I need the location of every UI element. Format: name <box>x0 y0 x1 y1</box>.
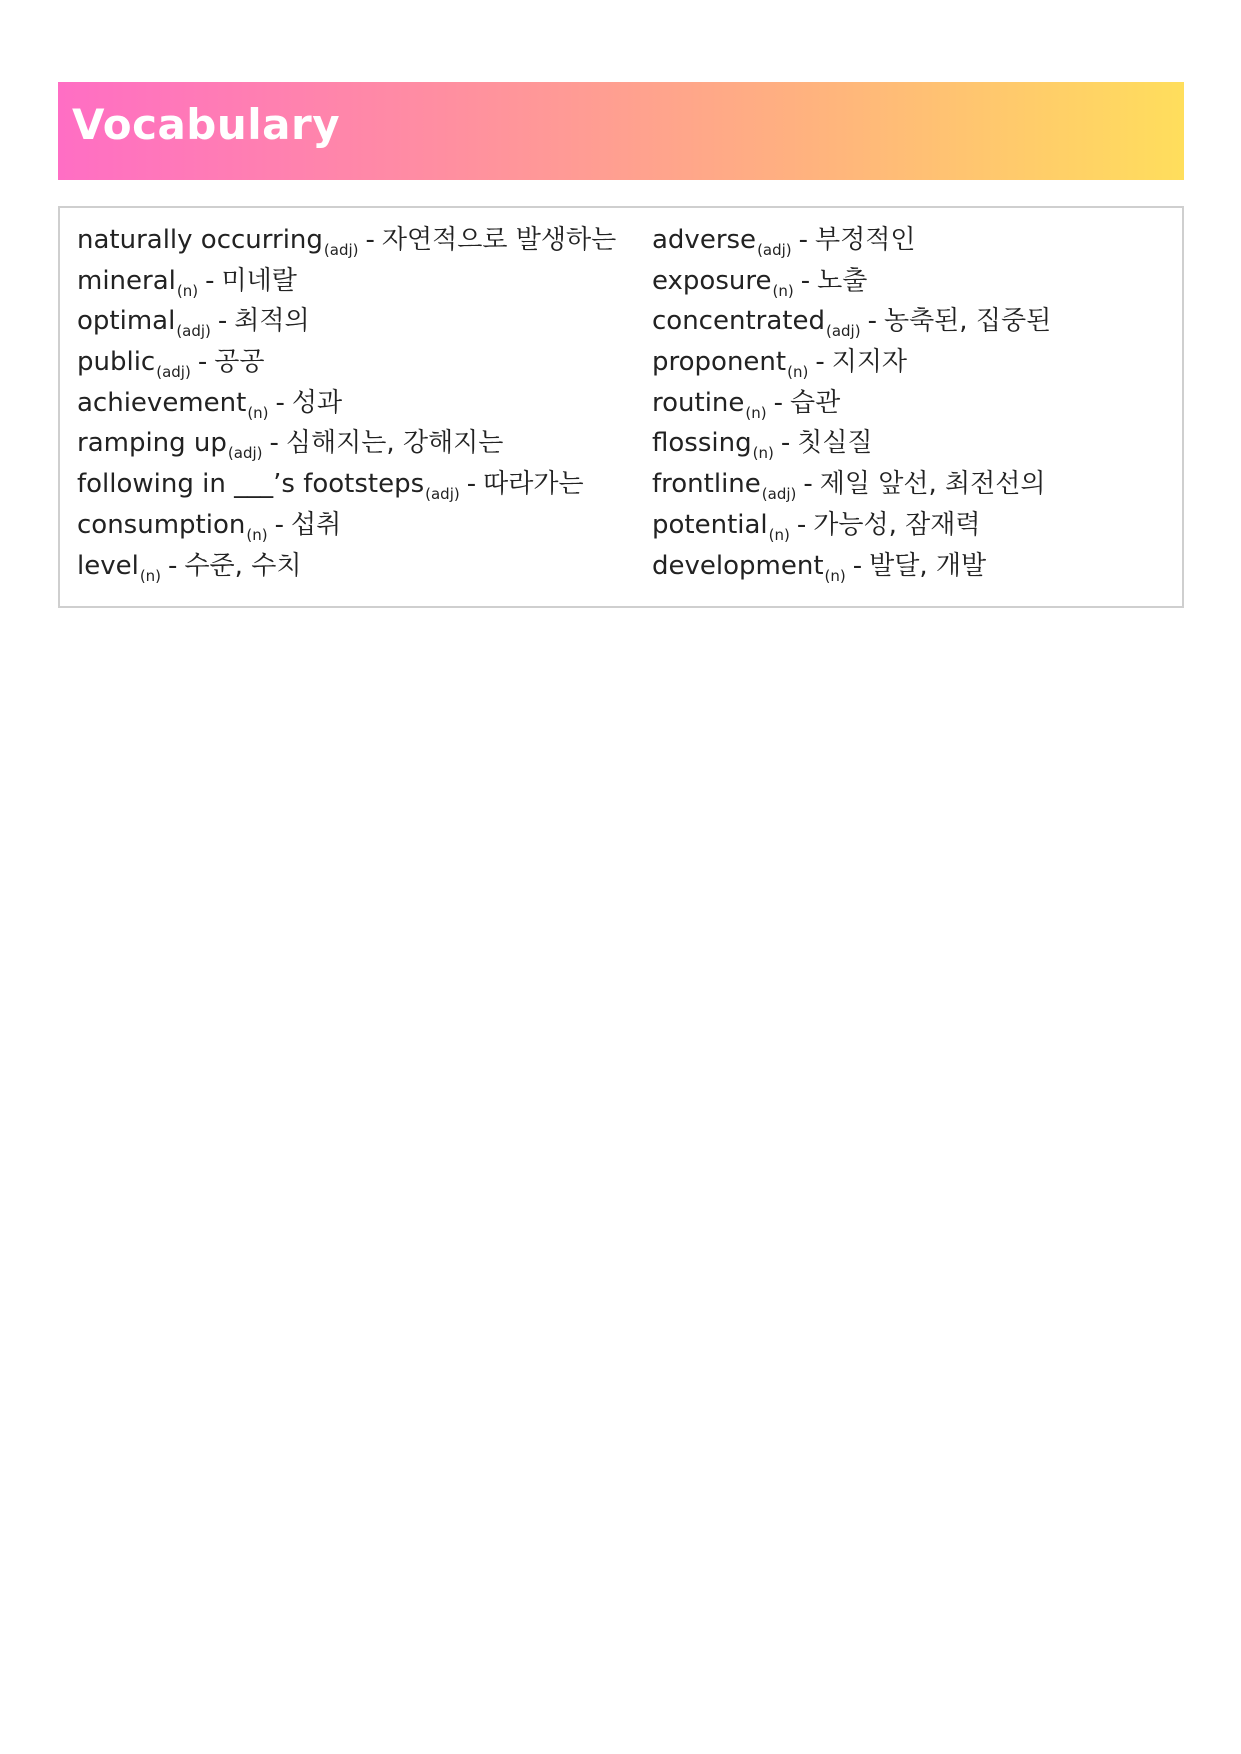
vocab-part-of-speech: (adj) <box>757 241 792 259</box>
vocab-separator: - <box>365 225 375 255</box>
vocab-separator: - <box>852 550 863 581</box>
vocab-separator: - <box>798 225 809 255</box>
vocab-meaning: 수준, 수치 <box>184 550 302 581</box>
vocab-part-of-speech: (n) <box>787 363 809 382</box>
vocab-part-of-speech: (n) <box>824 566 846 585</box>
vocab-meaning: 공공 <box>214 347 265 378</box>
vocab-term: flossing <box>652 428 752 459</box>
vocab-part-of-speech: (adj) <box>227 444 263 463</box>
vocab-item <box>652 546 1051 587</box>
vocab-meaning: 제일 앞선, 최전선의 <box>819 469 1046 500</box>
vocab-item <box>77 546 616 587</box>
vocab-meaning: 발달, 개발 <box>869 550 987 581</box>
vocab-part-of-speech: (adj) <box>425 485 460 504</box>
vocab-meaning: 심해지는, 강해지는 <box>285 428 504 459</box>
vocab-item <box>77 383 616 424</box>
vocab-separator: - <box>205 265 215 296</box>
vocab-separator: - <box>780 428 791 459</box>
vocab-item <box>77 342 616 383</box>
vocab-separator: - <box>217 306 228 337</box>
vocab-item <box>652 464 1051 505</box>
vocab-term: frontline <box>652 469 761 500</box>
vocab-term: level <box>77 550 139 581</box>
vocab-term: naturally occurring <box>77 225 323 255</box>
vocab-separator: - <box>800 265 811 296</box>
vocab-item <box>652 301 1051 342</box>
vocab-meaning: 칫실질 <box>797 428 873 459</box>
vocab-term: concentrated <box>652 306 825 337</box>
vocab-part-of-speech: (n) <box>246 525 268 544</box>
vocab-item <box>652 383 1051 424</box>
vocab-term: mineral <box>77 265 176 296</box>
vocab-part-of-speech: (n) <box>768 525 790 544</box>
vocab-term: consumption <box>77 509 246 540</box>
vocabulary-column-right <box>652 220 1051 586</box>
vocab-meaning: 농축된, 집중된 <box>883 306 1052 337</box>
vocab-term: achievement <box>77 387 247 418</box>
vocab-part-of-speech: (adj) <box>176 322 211 341</box>
vocab-item <box>652 342 1051 383</box>
vocabulary-box <box>58 206 1184 608</box>
vocab-item <box>77 261 616 302</box>
vocab-part-of-speech: (n) <box>772 281 794 300</box>
vocab-term: optimal <box>77 306 176 337</box>
page-title: Vocabulary <box>72 100 341 149</box>
vocab-term: public <box>77 347 156 378</box>
vocab-meaning: 부정적인 <box>815 225 916 255</box>
vocab-meaning: 노출 <box>817 265 868 296</box>
vocab-term: exposure <box>652 265 772 296</box>
vocab-meaning: 최적의 <box>234 306 310 337</box>
vocab-part-of-speech: (n) <box>752 444 774 463</box>
vocab-item <box>77 464 616 505</box>
vocab-part-of-speech: (adj) <box>156 363 191 382</box>
vocab-term: following in ___’s footsteps <box>77 469 425 500</box>
vocabulary-column-left <box>77 220 616 586</box>
vocab-part-of-speech: (n) <box>139 566 162 585</box>
vocab-item <box>77 423 616 464</box>
vocab-term: ramping up <box>77 428 227 459</box>
vocab-term: potential <box>652 509 768 540</box>
vocab-meaning: 습관 <box>790 387 841 418</box>
vocab-meaning: 따라가는 <box>483 469 584 500</box>
vocab-separator: - <box>773 387 784 418</box>
vocab-term: adverse <box>652 225 757 255</box>
vocab-meaning: 지지자 <box>831 347 908 378</box>
vocabulary-header <box>58 82 1184 180</box>
vocab-separator: - <box>815 347 825 378</box>
vocab-term: routine <box>652 387 745 418</box>
vocab-separator: - <box>796 509 807 540</box>
vocab-meaning: 섭취 <box>290 509 342 540</box>
vocab-item <box>77 301 616 342</box>
vocab-meaning: 미네랄 <box>221 265 297 296</box>
vocab-term: proponent <box>652 347 787 378</box>
vocab-term: development <box>652 550 824 581</box>
vocab-item <box>77 505 616 546</box>
vocab-separator: - <box>275 387 285 418</box>
vocab-part-of-speech: (n) <box>745 403 767 422</box>
vocab-item <box>652 261 1051 302</box>
vocab-item <box>652 220 1051 261</box>
vocab-separator: - <box>269 428 279 459</box>
vocab-item <box>77 220 616 261</box>
vocab-meaning: 성과 <box>291 387 343 418</box>
vocab-separator: - <box>168 550 178 581</box>
vocab-separator: - <box>803 469 813 500</box>
vocab-part-of-speech: (adj) <box>825 322 861 341</box>
vocab-separator: - <box>197 347 208 378</box>
vocab-meaning: 가능성, 잠재력 <box>813 509 981 540</box>
vocab-item <box>652 505 1051 546</box>
vocab-separator: - <box>274 509 284 540</box>
vocab-part-of-speech: (n) <box>176 281 199 300</box>
vocab-separator: - <box>466 469 477 500</box>
vocab-separator: - <box>867 306 877 337</box>
vocab-item <box>652 423 1051 464</box>
vocab-meaning: 자연적으로 발생하는 <box>381 225 617 255</box>
vocab-part-of-speech: (n) <box>247 403 269 422</box>
vocab-part-of-speech: (adj) <box>323 241 359 259</box>
vocab-part-of-speech: (adj) <box>761 485 797 504</box>
